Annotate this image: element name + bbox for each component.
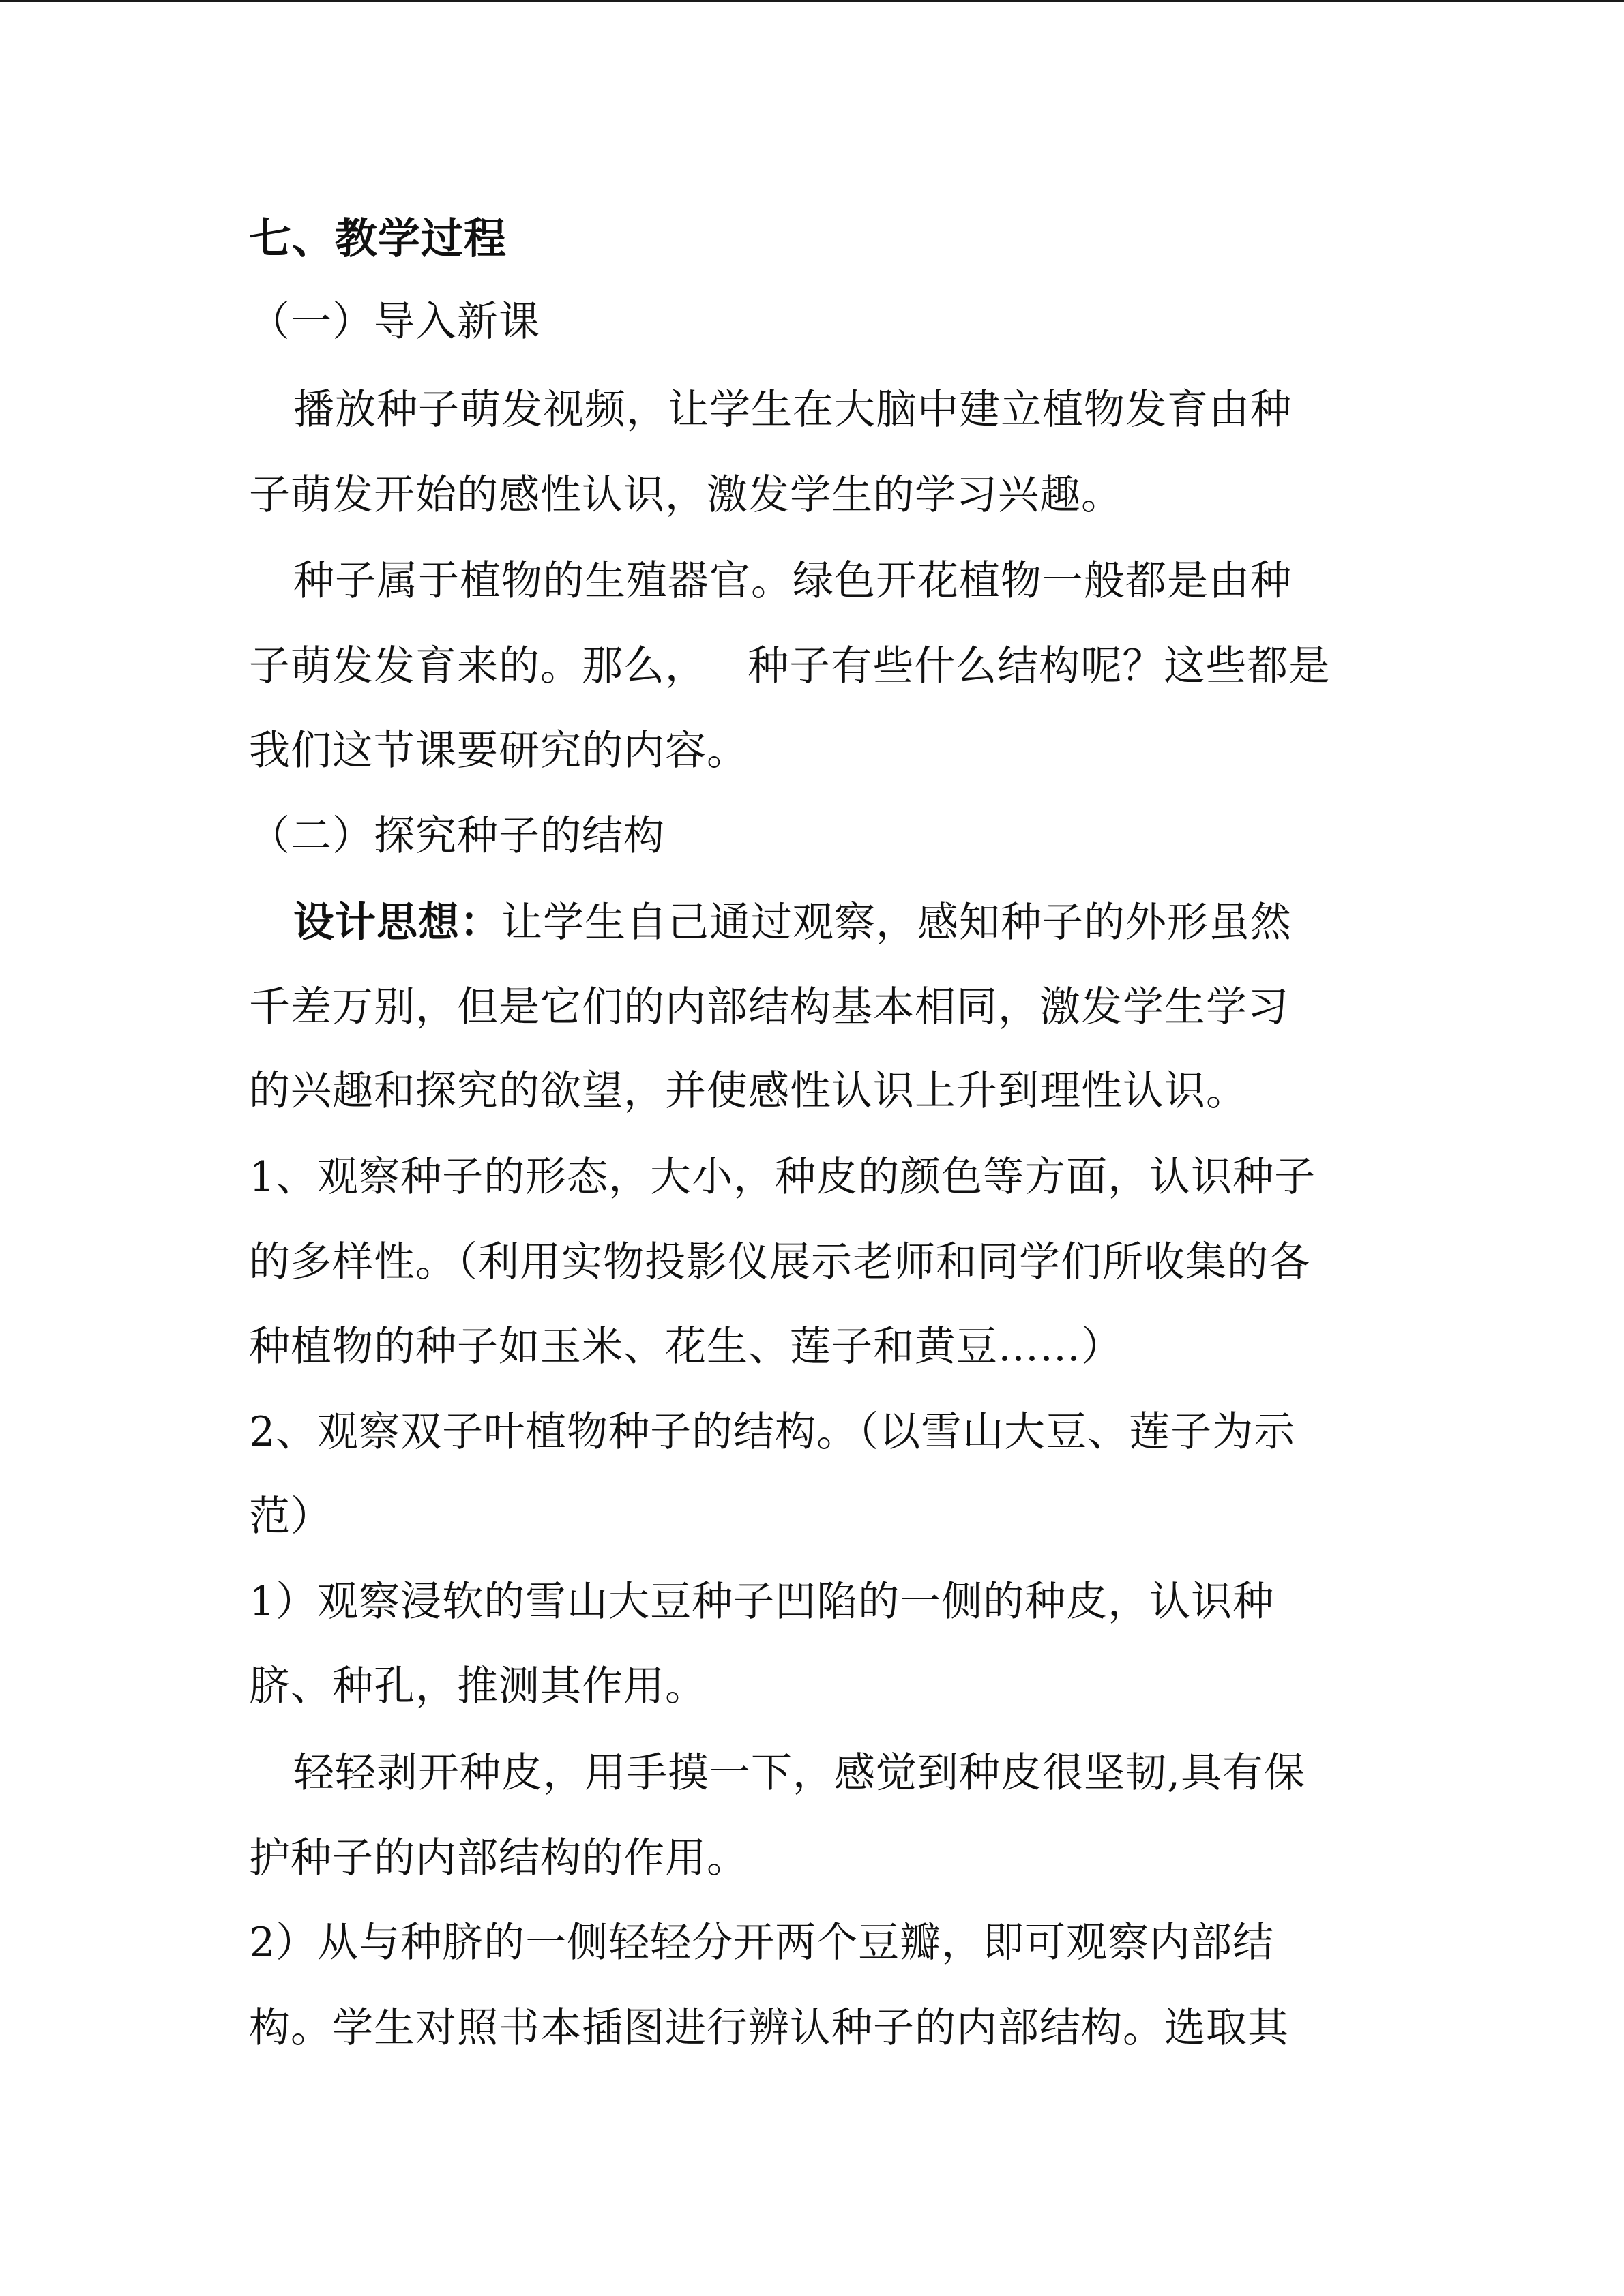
page-top-border <box>0 0 1624 2</box>
paragraph-line: 范） <box>249 1493 332 1540</box>
design-idea-line <box>293 895 1292 950</box>
paragraph-line: 的兴趣和探究的欲望，并使感性认识上升到理性认识。 <box>249 1067 1247 1115</box>
step-item-2: 2）从与种脐的一侧轻轻分开两个豆瓣，即可观察内部结 <box>249 1919 1275 1967</box>
paragraph-line: 的多样性。（利用实物投影仪展示老师和同学们所收集的各 <box>249 1238 1310 1286</box>
paragraph-line: 种子属于植物的生殖器官。绿色开花植物一般都是由种 <box>293 557 1292 605</box>
paragraph-line: 子萌发发育来的。那么， 种子有些什么结构呢？这些都是 <box>249 642 1331 690</box>
paragraph-line: 我们这节课要研究的内容。 <box>249 727 748 775</box>
paragraph-line: 播放种子萌发视频，让学生在大脑中建立植物发育由种 <box>293 386 1292 434</box>
paragraph-line: 种植物的种子如玉米、花生、莲子和黄豆……） <box>249 1323 1123 1371</box>
paragraph-line: 构。学生对照书本插图进行辨认种子的内部结构。选取其 <box>249 2004 1289 2052</box>
paragraph-line: 千差万别，但是它们的内部结构基本相同，激发学生学习 <box>249 983 1289 1031</box>
numbered-item-2: 2、观察双子叶植物种子的结构。（以雪山大豆、莲子为示 <box>249 1408 1296 1456</box>
numbered-item-1: 1、观察种子的形态，大小，种皮的颜色等方面，认识种子 <box>249 1153 1316 1201</box>
paragraph-line: 子萌发开始的感性认识，激发学生的学习兴趣。 <box>249 471 1123 519</box>
paragraph-line: 护种子的内部结构的作用。 <box>249 1834 748 1882</box>
design-idea-text: 让学生自己通过观察，感知种子的外形虽然 <box>501 899 1292 946</box>
paragraph-line: 轻轻剥开种皮，用手摸一下，感觉到种皮很坚韧,具有保 <box>293 1749 1306 1797</box>
step-item-1: 1）观察浸软的雪山大豆种子凹陷的一侧的种皮，认识种 <box>249 1578 1275 1626</box>
design-idea-label: 设计思想： <box>293 899 501 946</box>
section-heading: 七、教学过程 <box>249 213 507 263</box>
paragraph-line: 脐、种孔，推测其作用。 <box>249 1663 707 1710</box>
subsection-title-intro: （一）导入新课 <box>249 298 540 346</box>
subsection-title-structure: （二）探究种子的结构 <box>249 812 665 860</box>
